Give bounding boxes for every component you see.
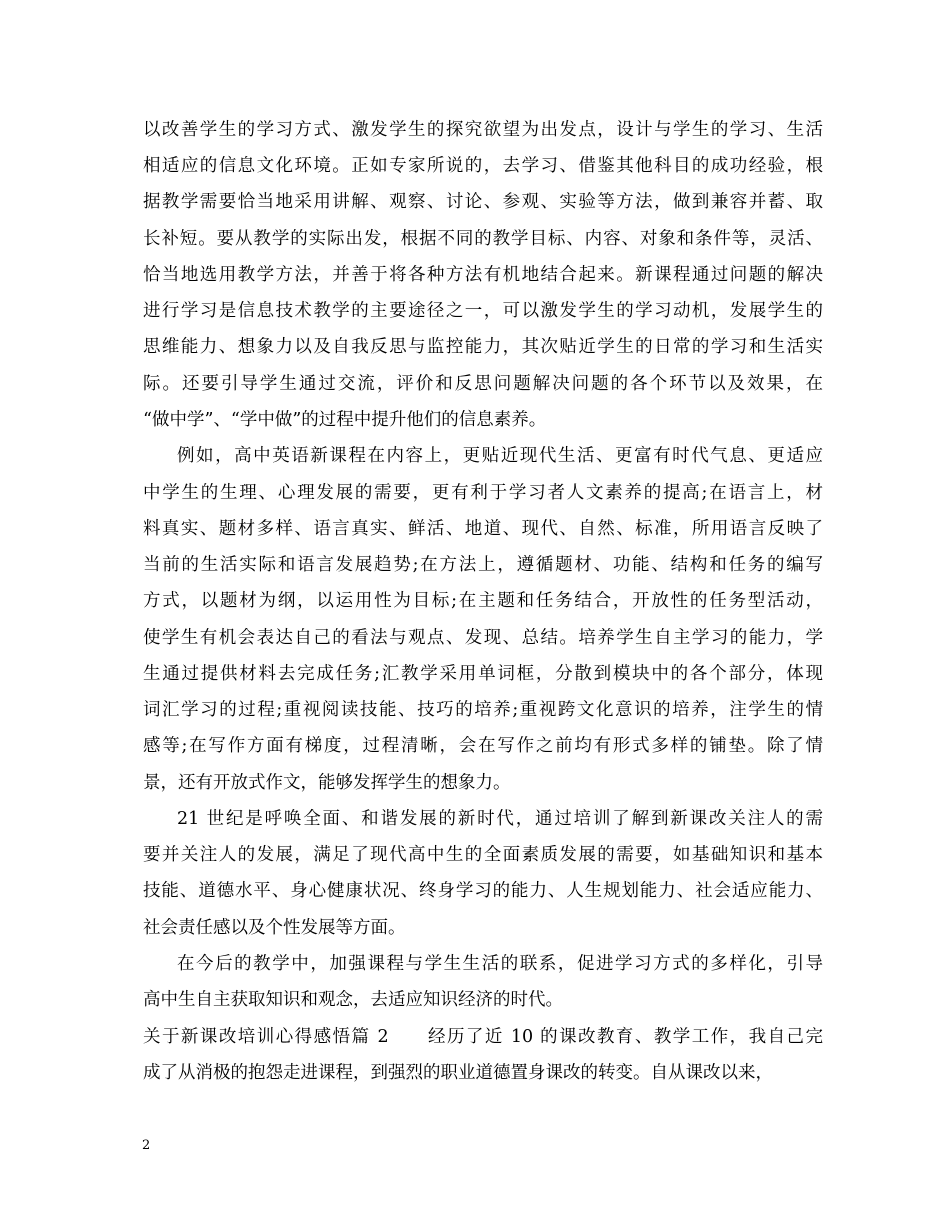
text-line: 21 世纪是呼唤全面、和谐发展的新时代，通过培训了解到新课改关注人的需 [177, 809, 823, 829]
text-line: “做中学”、“学中做”的过程中提升他们的信息素养。 [143, 410, 547, 430]
text-line: 生通过提供材料去完成任务;汇教学采用单词框，分散到模块中的各个部分，体现 [143, 664, 823, 684]
text-line: 例如，高中英语新课程在内容上，更贴近现代生活、更富有时代气息、更适应 [177, 446, 823, 466]
text-line: 词汇学习的过程;重视阅读技能、技巧的培养;重视跨文化意识的培养，注学生的情 [143, 700, 823, 720]
text-line: 当前的生活实际和语言发展趋势;在方法上，遵循题材、功能、结构和任务的编写 [143, 555, 823, 575]
text-line: 料真实、题材多样、语言真实、鲜活、地道、现代、自然、标准，所用语言反映了 [143, 519, 823, 539]
text-line: 相适应的信息文化环境。正如专家所说的，去学习、借鉴其他科目的成功经验，根 [143, 156, 823, 176]
text-line: 成了从消极的抱怨走进课程，到强烈的职业道德置身课改的转变。自从课改以来， [143, 1063, 773, 1083]
text-line: 据教学需要恰当地采用讲解、观察、讨论、参观、实验等方法，做到兼容并蓄、取 [143, 192, 823, 212]
text-line: 进行学习是信息技术教学的主要途径之一，可以激发学生的学习动机，发展学生的 [143, 301, 823, 321]
text-line: 际。还要引导学生通过交流，评价和反思问题解决问题的各个环节以及效果，在 [143, 374, 823, 394]
text-line: 技能、道德水平、身心健康状况、终身学习的能力、人生规划能力、社会适应能力、 [143, 881, 823, 901]
text-line: 思维能力、想象力以及自我反思与监控能力，其次贴近学生的日常的学习和生活实 [143, 337, 823, 357]
page-number: 2 [142, 1138, 151, 1153]
text-line: 长补短。要从教学的实际出发，根据不同的教学目标、内容、对象和条件等，灵活、 [143, 229, 823, 249]
text-line: 感等;在写作方面有梯度，过程清晰，会在写作之前均有形式多样的铺垫。除了情 [143, 736, 823, 756]
text-line: 景，还有开放式作文，能够发挥学生的想象力。 [143, 773, 511, 793]
text-line: 以改善学生的学习方式、激发学生的探究欲望为出发点，设计与学生的学习、生活 [143, 120, 823, 140]
text-line: 在今后的教学中，加强课程与学生生活的联系，促进学习方式的多样化，引导 [177, 954, 823, 974]
text-line: 方式，以题材为纲，以运用性为目标;在主题和任务结合，开放性的任务型活动， [143, 591, 823, 611]
text-line: 高中生自主获取知识和观念，去适应知识经济的时代。 [143, 990, 563, 1010]
text-line: 恰当地选用教学方法，并善于将各种方法有机地结合起来。新课程通过问题的解决 [143, 265, 823, 285]
text-line: 社会责任感以及个性发展等方面。 [143, 918, 406, 938]
text-line: 中学生的生理、心理发展的需要，更有利于学习者人文素养的提高;在语言上，材 [143, 483, 823, 503]
text-line: 使学生有机会表达自己的看法与观点、发现、总结。培养学生自主学习的能力，学 [143, 628, 823, 648]
text-line: 要并关注人的发展，满足了现代高中生的全面素质发展的需要，如基础知识和基本 [143, 845, 823, 865]
text-line: 关于新课改培训心得感悟篇 2 经历了近 10 的课改教育、教学工作，我自己完 [143, 1027, 823, 1047]
